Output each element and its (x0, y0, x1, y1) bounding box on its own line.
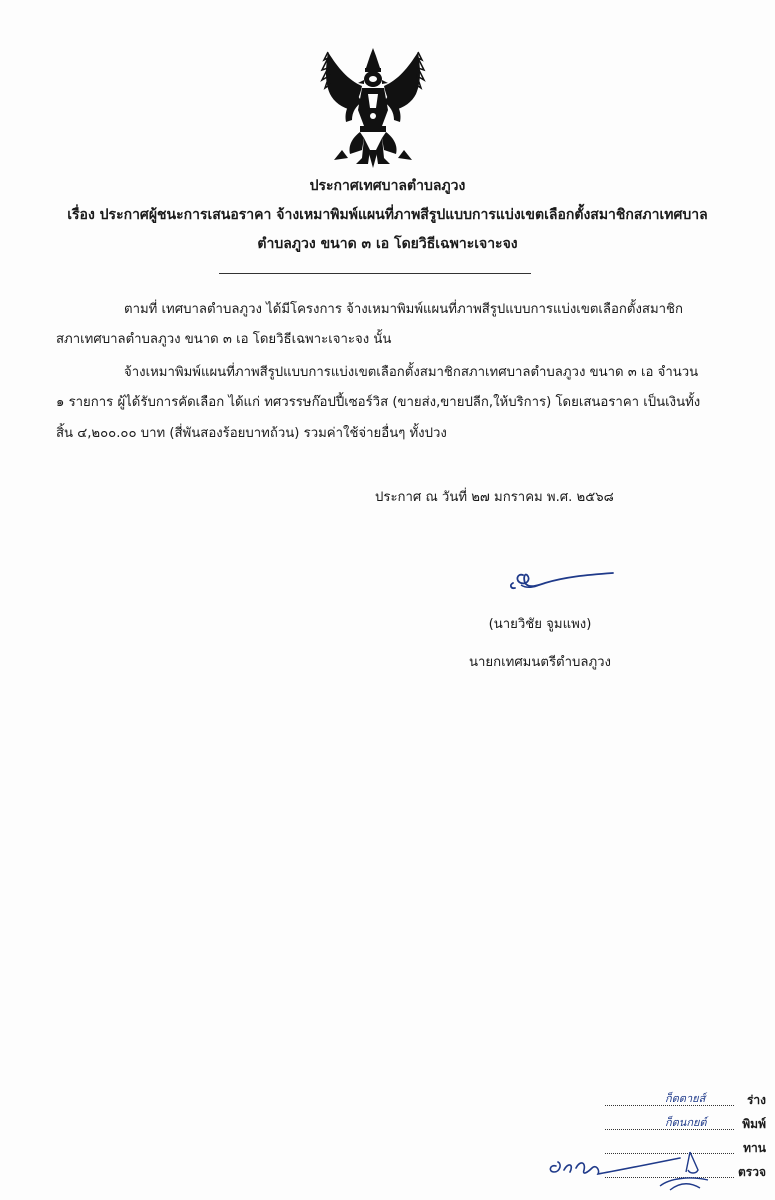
paragraph-1-line-2: สภาเทศบาลตำบลภูวง ขนาด ๓ เอ โดยวิธีเฉพาะเจาะจง นั้น (56, 332, 392, 347)
draft-label: ร่าง (746, 1093, 766, 1107)
paragraph-2-line-1: จ้างเหมาพิมพ์แผนที่ภาพสีรูปแบบการแบ่งเขตเลือกตั้งสมาชิกสภาเทศบาลตำบลภูวง ขนาด ๓ เอ จำนวน (124, 365, 699, 380)
routing-row-print (540, 1114, 770, 1136)
check-label: ทาน (743, 1141, 766, 1155)
garuda-emblem (318, 46, 428, 170)
verify-label: ตรวจ (737, 1165, 766, 1179)
routing-initials-block (540, 1090, 770, 1200)
signatory-name: (นายวิชัย จูมแพง) (488, 617, 592, 632)
subject-line-1: เรื่อง ประกาศผู้ชนะการเสนอราคา จ้างเหมาพิมพ์แผนที่ภาพสีรูปแบบการแบ่งเขตเลือกตั้งสมาชิกสภาเทศบาล (67, 207, 708, 223)
document-title: ประกาศเทศบาลตำบลภูวง (309, 178, 466, 194)
print-initial: ก็ตนกยต์ (665, 1116, 707, 1129)
check-signature-scribble (540, 1142, 730, 1200)
announcement-date: ประกาศ ณ วันที่ ๒๗ มกราคม พ.ศ. ๒๕๖๘ (375, 490, 614, 505)
paragraph-2-line-3: สิ้น ๔,๒๐๐.๐๐ บาท (สี่พันสองร้อยบาทถ้วน) รวมค่าใช้จ่ายอื่นๆ ทั้งปวง (56, 426, 447, 441)
title-divider (219, 273, 531, 274)
handwritten-signature (505, 565, 615, 595)
routing-row-draft (540, 1090, 770, 1112)
paragraph-1-line-1: ตามที่ เทศบาลตำบลภูวง ได้มีโครงการ จ้างเหมาพิมพ์แผนที่ภาพสีรูปแบบการแบ่งเขตเลือกตั้งสมาชิก (124, 302, 683, 317)
signatory-position: นายกเทศมนตรีตำบลภูวง (468, 655, 612, 670)
print-label: พิมพ์ (742, 1117, 766, 1131)
draft-initial: ก็ตตายส์ (665, 1092, 706, 1105)
subject-line-2: ตำบลภูวง ขนาด ๓ เอ โดยวิธีเฉพาะเจาะจง (257, 236, 518, 252)
paragraph-2-line-2: ๑ รายการ ผู้ได้รับการคัดเลือก ได้แก่ ทศวรรษก๊อปปี้เซอร์วิส (ขายส่ง,ขายปลีก,ให้บริการ) โดยเสนอราคา เป็นเงินทั้ง (56, 395, 701, 410)
